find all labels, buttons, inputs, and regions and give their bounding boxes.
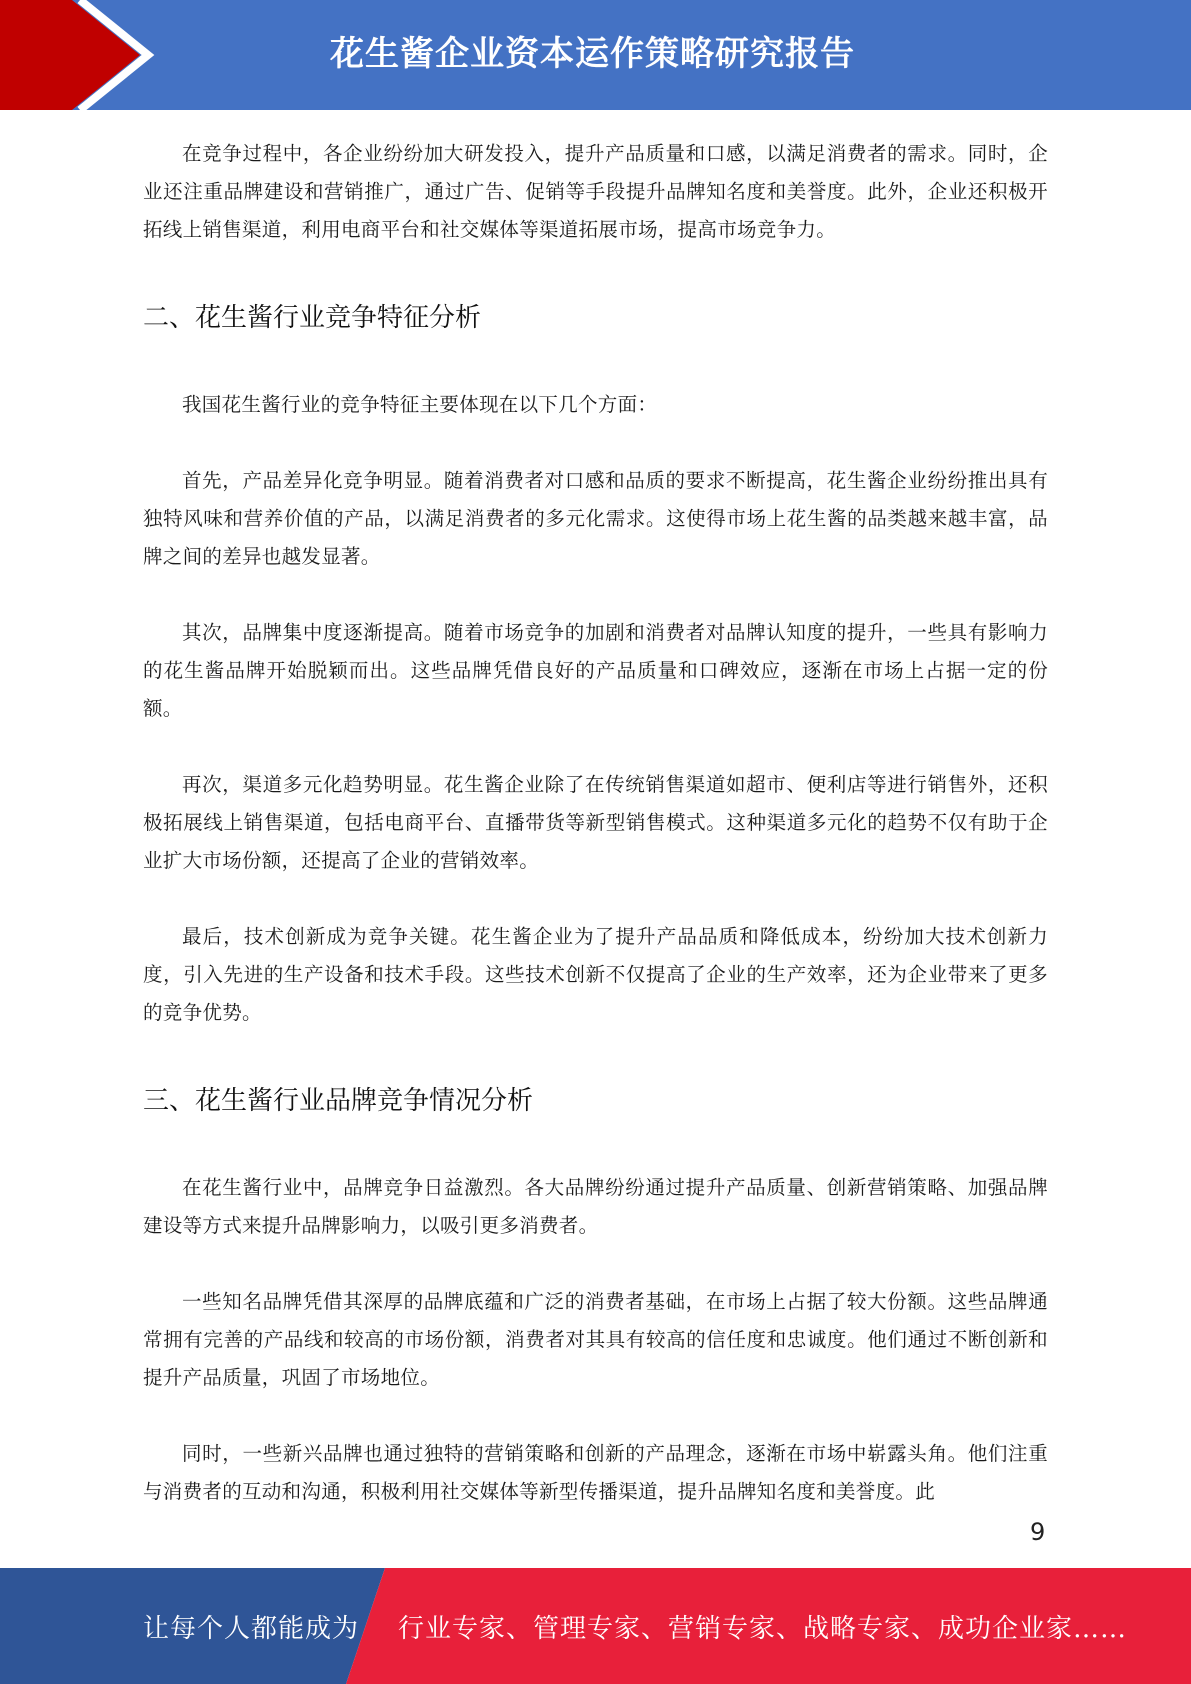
header-arrow-decoration — [0, 0, 200, 110]
paragraph: 在竞争过程中，各企业纷纷加大研发投入，提升产品质量和口感，以满足消费者的需求。同时，企业还注重品牌建设和营销推广，通过广告、促销等手段提升品牌知名度和美誉度。此外，企业还积极开拓线上销售渠道，利用电商平台和社交媒体等渠道拓展市场，提高市场竞争力。 — [143, 142, 1048, 241]
paragraph: 我国花生酱行业的竞争特征主要体现在以下几个方面： — [182, 393, 658, 416]
footer-slogan-right: 行业专家、管理专家、营销专家、战略专家、成功企业家…… — [398, 1614, 1128, 1644]
paragraph: 首先，产品差异化竞争明显。随着消费者对口感和品质的要求不断提高，花生酱企业纷纷推出具有独特风味和营养价值的产品，以满足消费者的多元化需求。这使得市场上花生酱的品类越来越丰富，品牌之间的差异也越发显著。 — [143, 469, 1048, 568]
paragraph: 一些知名品牌凭借其深厚的品牌底蕴和广泛的消费者基础，在市场上占据了较大份额。这些品牌通常拥有完善的产品线和较高的市场份额，消费者对其具有较高的信任度和忠诚度。他们通过不断创新和提升产品质量，巩固了市场地位。 — [143, 1290, 1048, 1389]
paragraph: 再次，渠道多元化趋势明显。花生酱企业除了在传统销售渠道如超市、便利店等进行销售外，还积极拓展线上销售渠道，包括电商平台、直播带货等新型销售模式。这种渠道多元化的趋势不仅有助于企业扩大市场份额，还提高了企业的营销效率。 — [143, 773, 1048, 872]
paragraph: 其次，品牌集中度逐渐提高。随着市场竞争的加剧和消费者对品牌认知度的提升，一些具有影响力的花生酱品牌开始脱颖而出。这些品牌凭借良好的产品质量和口碑效应，逐渐在市场上占据一定的份额。 — [143, 621, 1048, 720]
paragraph: 最后，技术创新成为竞争关键。花生酱企业为了提升产品品质和降低成本，纷纷加大技术创新力度，引入先进的生产设备和技术手段。这些技术创新不仅提高了企业的生产效率，还为企业带来了更多的竞争优势。 — [143, 925, 1048, 1024]
section-heading: 三、花生酱行业品牌竞争情况分析 — [143, 1086, 534, 1116]
page-header — [0, 0, 1191, 110]
page-footer — [0, 1568, 1191, 1684]
report-title: 花生酱企业资本运作策略研究报告 — [330, 34, 855, 74]
page-body — [143, 135, 1048, 1511]
paragraph: 在花生酱行业中，品牌竞争日益激烈。各大品牌纷纷通过提升产品质量、创新营销策略、加强品牌建设等方式来提升品牌影响力，以吸引更多消费者。 — [143, 1176, 1048, 1237]
section-heading: 二、花生酱行业竞争特征分析 — [143, 303, 482, 333]
paragraph: 同时，一些新兴品牌也通过独特的营销策略和创新的产品理念，逐渐在市场中崭露头角。他们注重与消费者的互动和沟通，积极利用社交媒体等新型传播渠道，提升品牌知名度和美誉度。此 — [143, 1442, 1048, 1503]
footer-slogan-left: 让每个人都能成为 — [143, 1614, 360, 1644]
page-number: 9 — [1030, 1518, 1046, 1546]
